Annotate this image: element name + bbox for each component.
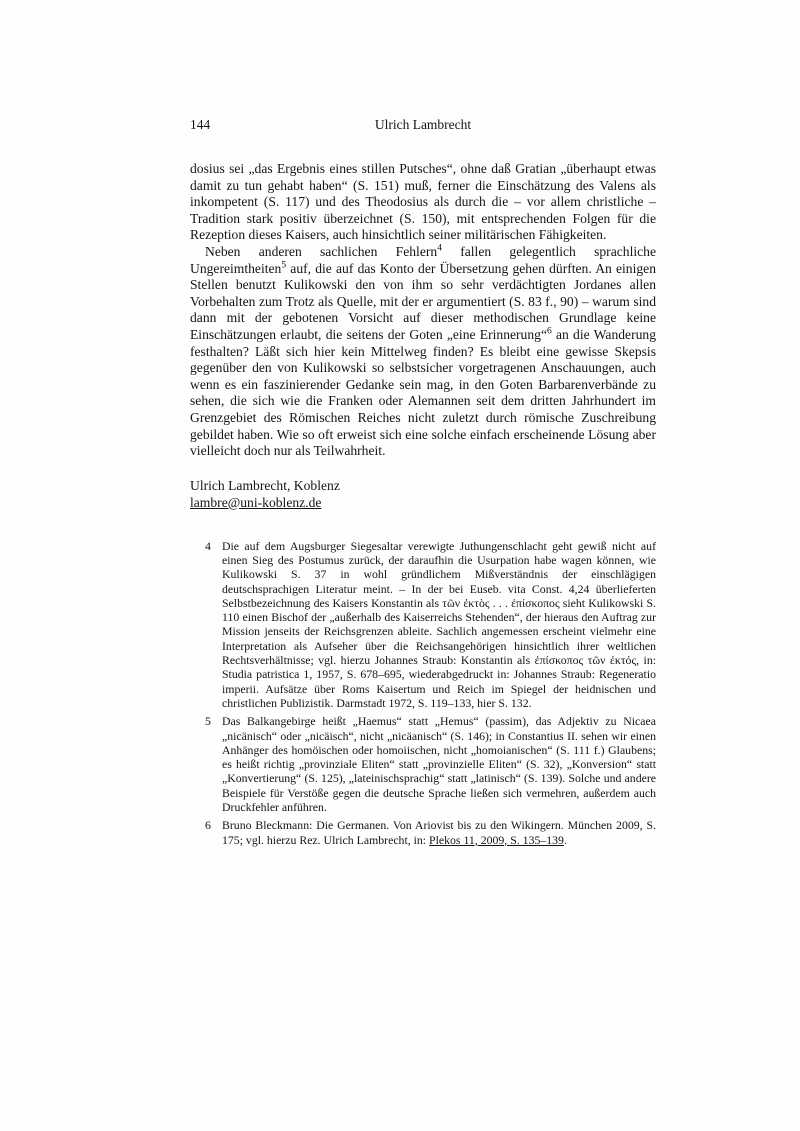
footnote-text: Das Balkangebirge heißt „Haemus“ statt „Hemus“ (passim), das Adjektiv zu Nicaea „nicänisch“ oder „nicäisch“, nicht „nicäanisch“ (S. 146); in Constantius II. sehen wir einen Anhänger des homöischen oder homoiischen, nicht „homoianischen“ (S. 111 f.) Glaubens; es heißt richtig „provinziale Eliten“ statt „provinzielle Eliten“ (S. 32), „Konversion“ statt „Konvertierung“ (S. 125), „lateinischsprachig“ statt „latinisch“ (S. 139). Solche und andere Beispiele für Verstöße gegen die deutsche Sprache ließen sich vermehren, außerdem auch Druckfehler anführen. <box>222 714 656 815</box>
footnote-6 <box>205 818 656 847</box>
footnote-text <box>222 818 656 847</box>
text-block <box>190 116 656 851</box>
body-paragraph-2 <box>190 244 656 460</box>
email-link[interactable]: lambre@uni-koblenz.de <box>190 494 322 510</box>
footnote-5 <box>205 714 656 814</box>
footnote-text-segment: . <box>563 832 567 847</box>
footnote-number: 4 <box>205 538 211 553</box>
footnotes-section <box>190 539 656 847</box>
footnote-number: 6 <box>205 818 211 833</box>
footnote-ref-4: 4 <box>437 243 442 254</box>
footnote-4 <box>205 539 656 711</box>
body-text-segment: fallen gelegentlich sprachliche Ungereimtheiten <box>190 243 656 276</box>
page-header <box>190 116 656 133</box>
footnote-ref-5: 5 <box>281 260 287 271</box>
author-signature: Ulrich Lambrecht, Koblenz <box>190 477 340 493</box>
body-text-segment: auf, die auf das Konto der Übersetzung gehen dürften. An einigen Stellen benutzt Kulikowski den von ihm so sehr verdächtigten Jordanes allen Vorbehalten zum Trotz als Quelle, mit der er argumentiert (S. 83 f., 90) – warum sind dann mit der gebotenen Vorsicht auf dieser methodischen Grundlage keine Einschätzungen erlaubt, die seitens der Goten „eine Erinnerung“ <box>190 260 656 342</box>
footnote-ref-6: 6 <box>546 326 552 337</box>
body-text-segment: an die Wanderung festhalten? Läßt sich hier kein Mittelweg finden? Es bleibt eine gewisse Skepsis gegenüber den von Kulikowski so selbstsicher vorgetragenen Anschauungen, auch wenn es ein faszinierender Gedanke sein mag, in den Goten Barbarenverbände zu sehen, die sich wie die Franken oder Alemannen seit dem dritten Jahrhundert im Grenzgebiet des Römischen Reiches nicht zuletzt durch römische Zuschreibung gebildet haben. Wie so oft erweist sich eine solche einfach erscheinende Lösung aber vielleicht doch nur als Teilwahrheit. <box>190 326 656 459</box>
footnote-text: Die auf dem Augsburger Siegesaltar verewigte Juthungenschlacht geht gewiß nicht auf einen Sieg des Postumus zurück, der daraufhin die Usurpation habe wagen können, wie Kulikowski S. 37 in wohl gründlichem Mißverständnis der einschlägigen deutschsprachigen Literatur meint. – In der bei Euseb. vita Const. 4,24 überlieferten Selbstbezeichnung des Kaisers Konstantin als τῶν ἐκτὸς . . . ἐπίσκοπος sieht Kulikowski S. 110 einen Bischof der „außerhalb des Kaiserreichs Stehenden“, der hieraus den Auftrag zur Mission jenseits der Reichsgrenzen ableite. Sachlich angemessen erscheint vielmehr eine Interpretation als Aufseher über die Reichsangehörigen hinsichtlich ihrer weltlichen Rechtsverhältnisse; vgl. hierzu Johannes Straub: Konstantin als ἐπίσκοπος τῶν ἐκτός, in: Studia patristica 1, 1957, S. 678–695, wiederabgedruckt in: Johannes Straub: Regeneratio imperii. Aufsätze über Roms Kaisertum und Reich im Spiegel der heidnischen und christlichen Publizistik. Darmstadt 1972, S. 119–133, hier S. 132. <box>222 538 656 710</box>
footnote-text-segment: Bruno Bleckmann: Die Germanen. Von Ariovist bis zu den Wikingern. München 2009, S. 175; vgl. hierzu Rez. Ulrich Lambrecht, in: <box>222 818 656 847</box>
body-text-segment: Neben anderen sachlichen Fehlern <box>205 243 438 259</box>
footnote-number: 5 <box>205 714 211 729</box>
page-number: 144 <box>190 117 211 132</box>
plekos-review-link[interactable]: Plekos 11, 2009, S. 135–139 <box>429 832 564 847</box>
body-paragraph-1: dosius sei „das Ergebnis eines stillen Putsches“, ohne daß Gratian „überhaupt etwas damit zu tun gehabt haben“ (S. 151) muß, ferner die Einschätzung des Valens als inkompetent (S. 117) und des Theodosius als durch die – vor allem christliche – Tradition stark positiv überzeichnet (S. 150), mit entsprechenden Folgen für die Rezeption dieses Kaisers, auch hinsichtlich seiner militärischen Fähigkeiten. <box>190 161 656 243</box>
running-title: Ulrich Lambrecht <box>374 117 472 132</box>
